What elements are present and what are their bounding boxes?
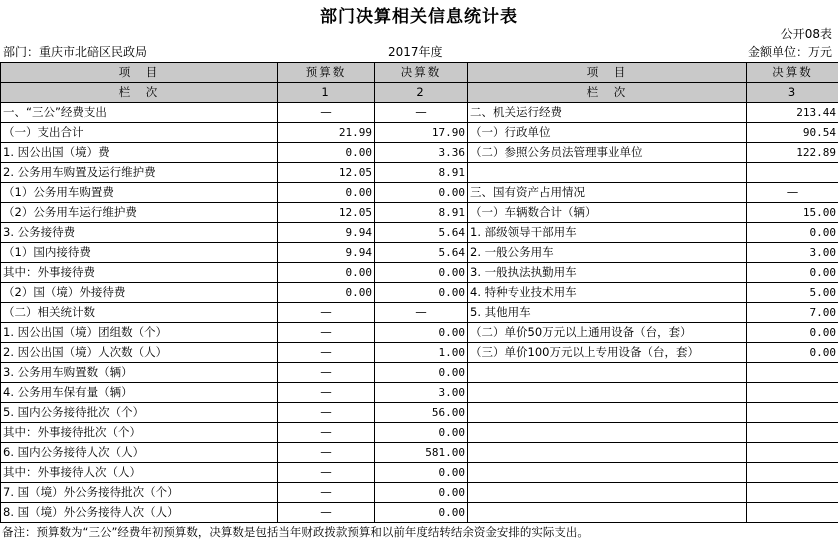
- right-final-value: [747, 403, 838, 423]
- right-final-value: [747, 463, 838, 483]
- right-final-value: [747, 423, 838, 443]
- right-item-label: [468, 503, 747, 523]
- header-col3: 3: [747, 83, 838, 103]
- table-row: [1, 143, 838, 163]
- budget-value: —: [278, 503, 375, 523]
- meta-row: [0, 43, 838, 61]
- right-final-value: 0.00: [747, 323, 838, 343]
- right-final-value: 0.00: [747, 263, 838, 283]
- final-value: 0.00: [375, 183, 468, 203]
- budget-value: —: [278, 403, 375, 423]
- budget-value: 21.99: [278, 123, 375, 143]
- final-value: 5.64: [375, 243, 468, 263]
- left-item-label: 2. 因公出国（境）人次数（人）: [1, 343, 278, 363]
- table-row: [1, 223, 838, 243]
- header-row: [1, 63, 838, 83]
- left-item-label: 其中：外事接待人次（人）: [1, 463, 278, 483]
- left-item-label: （1）公务用车购置费: [1, 183, 278, 203]
- table-row: [1, 183, 838, 203]
- right-item-label: [468, 483, 747, 503]
- right-item-label: 2. 一般公务用车: [468, 243, 747, 263]
- left-item-label: （二）相关统计数: [1, 303, 278, 323]
- budget-value: —: [278, 383, 375, 403]
- budget-value: 9.94: [278, 243, 375, 263]
- table-row: [1, 483, 838, 503]
- final-value: 0.00: [375, 263, 468, 283]
- left-item-label: 3. 公务接待费: [1, 223, 278, 243]
- left-item-label: 1. 因公出国（境）团组数（个）: [1, 323, 278, 343]
- department-label: 部门：重庆市北碚区民政局: [3, 45, 148, 59]
- budget-value: 12.05: [278, 203, 375, 223]
- right-item-label: [468, 403, 747, 423]
- final-value: 0.00: [375, 323, 468, 343]
- left-item-label: 5. 国内公务接待批次（个）: [1, 403, 278, 423]
- table-row: [1, 303, 838, 323]
- right-final-value: [747, 503, 838, 523]
- column-index-row: [1, 83, 838, 103]
- right-item-label: 1. 部级领导干部用车: [468, 223, 747, 243]
- right-item-label: [468, 383, 747, 403]
- year-label: 2017年度: [388, 45, 443, 59]
- left-item-label: （1）国内接待费: [1, 243, 278, 263]
- budget-value: —: [278, 103, 375, 123]
- final-value: —: [375, 303, 468, 323]
- left-item-label: （一）支出合计: [1, 123, 278, 143]
- right-final-value: —: [747, 183, 838, 203]
- budget-value: —: [278, 303, 375, 323]
- budget-value: 0.00: [278, 143, 375, 163]
- right-item-label: 三、国有资产占用情况: [468, 183, 747, 203]
- final-value: 56.00: [375, 403, 468, 423]
- header-col2: 2: [375, 83, 468, 103]
- right-final-value: 7.00: [747, 303, 838, 323]
- right-item-label: 3. 一般执法执勤用车: [468, 263, 747, 283]
- budget-value: —: [278, 423, 375, 443]
- final-value: 0.00: [375, 363, 468, 383]
- table-row: [1, 123, 838, 143]
- header-left-item: 项 目: [1, 63, 278, 83]
- budget-value: 0.00: [278, 263, 375, 283]
- right-item-label: （一）车辆数合计（辆）: [468, 203, 747, 223]
- left-item-label: 其中：外事接待费: [1, 263, 278, 283]
- budget-value: —: [278, 363, 375, 383]
- right-item-label: （二）参照公务员法管理事业单位: [468, 143, 747, 163]
- budget-value: —: [278, 323, 375, 343]
- right-final-value: [747, 363, 838, 383]
- right-item-label: （一）行政单位: [468, 123, 747, 143]
- right-item-label: [468, 363, 747, 383]
- budget-value: 0.00: [278, 183, 375, 203]
- budget-value: 0.00: [278, 283, 375, 303]
- right-final-value: [747, 383, 838, 403]
- right-final-value: 15.00: [747, 203, 838, 223]
- final-value: 1.00: [375, 343, 468, 363]
- table-row: [1, 243, 838, 263]
- right-final-value: 3.00: [747, 243, 838, 263]
- budget-value: 12.05: [278, 163, 375, 183]
- footnote: 备注：预算数为“三公”经费年初预算数，决算数是包括当年财政拨款预算和以前年度结转结余资金安排的实际支出。: [2, 525, 589, 539]
- final-value: 8.91: [375, 163, 468, 183]
- right-final-value: 90.54: [747, 123, 838, 143]
- table-row: [1, 203, 838, 223]
- final-value: 0.00: [375, 463, 468, 483]
- right-item-label: （三）单价100万元以上专用设备（台，套）: [468, 343, 747, 363]
- right-item-label: [468, 443, 747, 463]
- table-row: [1, 323, 838, 343]
- table-row: [1, 503, 838, 523]
- final-value: 3.36: [375, 143, 468, 163]
- table-row: [1, 163, 838, 183]
- right-item-label: 5. 其他用车: [468, 303, 747, 323]
- header-final: 决算数: [375, 63, 468, 83]
- table-row: [1, 463, 838, 483]
- right-final-value: 213.44: [747, 103, 838, 123]
- right-item-label: [468, 423, 747, 443]
- left-item-label: （2）国（境）外接待费: [1, 283, 278, 303]
- header-right-final: 决算数: [747, 63, 838, 83]
- left-item-label: （2）公务用车运行维护费: [1, 203, 278, 223]
- final-value: 8.91: [375, 203, 468, 223]
- table-row: [1, 383, 838, 403]
- right-final-value: 5.00: [747, 283, 838, 303]
- left-item-label: 2. 公务用车购置及运行维护费: [1, 163, 278, 183]
- right-item-label: [468, 463, 747, 483]
- table-row: [1, 363, 838, 383]
- header-col1: 1: [278, 83, 375, 103]
- header-budget: 预算数: [278, 63, 375, 83]
- left-item-label: 1. 因公出国（境）费: [1, 143, 278, 163]
- right-item-label: （二）单价50万元以上通用设备（台，套）: [468, 323, 747, 343]
- final-value: 5.64: [375, 223, 468, 243]
- form-number: 公开08表: [780, 27, 832, 41]
- right-item-label: 4. 特种专业技术用车: [468, 283, 747, 303]
- left-item-label: 4. 公务用车保有量（辆）: [1, 383, 278, 403]
- final-value: 3.00: [375, 383, 468, 403]
- header-right-row-label: 栏 次: [468, 83, 747, 103]
- table-row: [1, 343, 838, 363]
- right-final-value: [747, 483, 838, 503]
- budget-value: —: [278, 443, 375, 463]
- right-final-value: 122.89: [747, 143, 838, 163]
- header-right-item: 项 目: [468, 63, 747, 83]
- budget-value: —: [278, 483, 375, 503]
- final-value: 0.00: [375, 483, 468, 503]
- page-title: 部门决算相关信息统计表: [320, 7, 518, 27]
- table-row: [1, 283, 838, 303]
- table-row: [1, 263, 838, 283]
- final-value: 17.90: [375, 123, 468, 143]
- left-item-label: 7. 国（境）外公务接待批次（个）: [1, 483, 278, 503]
- table-row: [1, 423, 838, 443]
- right-item-label: [468, 163, 747, 183]
- left-item-label: 8. 国（境）外公务接待人次（人）: [1, 503, 278, 523]
- right-final-value: 0.00: [747, 223, 838, 243]
- final-value: 581.00: [375, 443, 468, 463]
- unit-label: 金额单位：万元: [747, 45, 832, 59]
- budget-value: —: [278, 343, 375, 363]
- right-final-value: [747, 443, 838, 463]
- left-item-label: 3. 公务用车购置数（辆）: [1, 363, 278, 383]
- final-value: —: [375, 103, 468, 123]
- left-item-label: 其中：外事接待批次（个）: [1, 423, 278, 443]
- table-row: [1, 403, 838, 423]
- left-item-label: 一、“三公”经费支出: [1, 103, 278, 123]
- right-final-value: [747, 163, 838, 183]
- table-row: [1, 443, 838, 463]
- final-value: 0.00: [375, 503, 468, 523]
- right-item-label: 二、机关运行经费: [468, 103, 747, 123]
- final-value: 0.00: [375, 423, 468, 443]
- budget-value: 9.94: [278, 223, 375, 243]
- left-item-label: 6. 国内公务接待人次（人）: [1, 443, 278, 463]
- table-row: [1, 103, 838, 123]
- statistics-table: [0, 62, 838, 523]
- budget-value: —: [278, 463, 375, 483]
- final-value: 0.00: [375, 283, 468, 303]
- right-final-value: 0.00: [747, 343, 838, 363]
- header-left-row-label: 栏 次: [1, 83, 278, 103]
